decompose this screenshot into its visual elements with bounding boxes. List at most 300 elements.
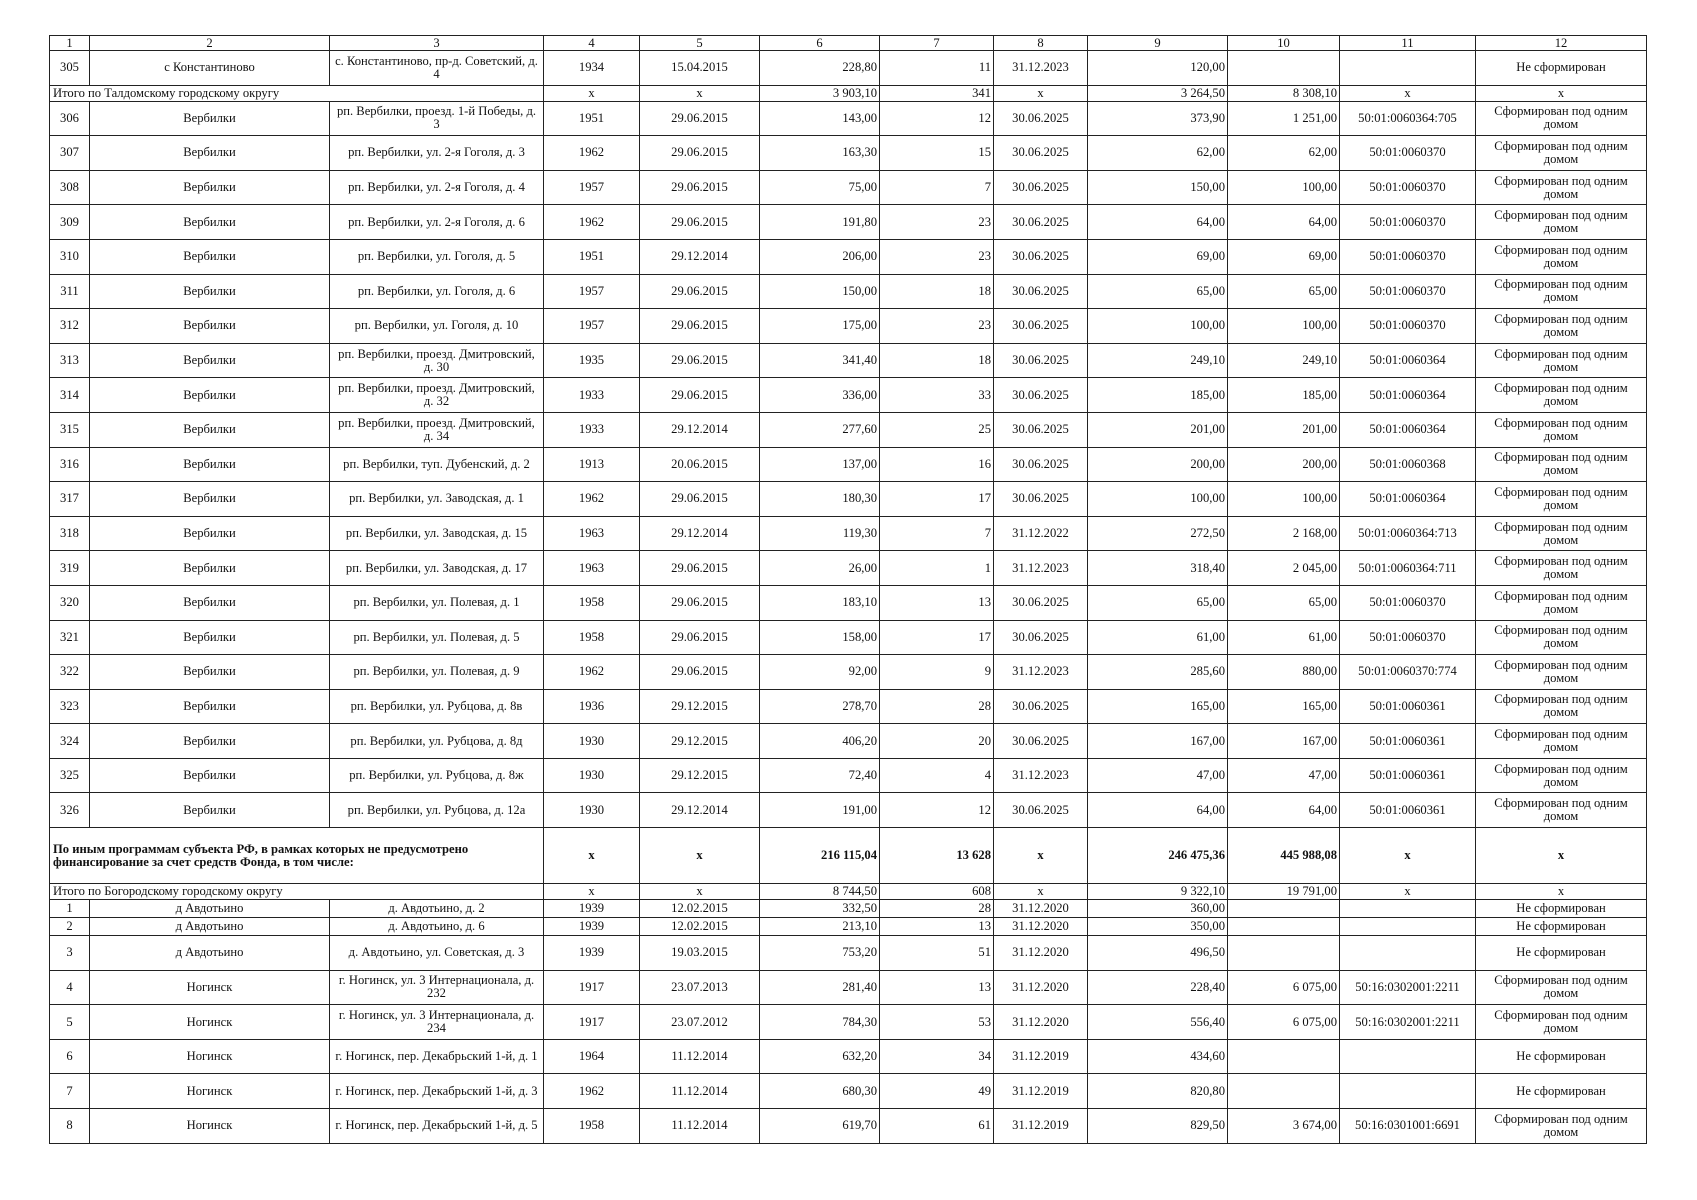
cell-area: 406,20 bbox=[760, 724, 880, 759]
table-row bbox=[50, 689, 1647, 724]
cell-area-col-10: 3 674,00 bbox=[1228, 1109, 1340, 1144]
cell-year-built: 1957 bbox=[544, 309, 640, 344]
cell-recognition-date: 11.12.2014 bbox=[640, 1074, 760, 1109]
cell-year-built: 1913 bbox=[544, 447, 640, 482]
cell-recognition-date: 20.06.2015 bbox=[640, 447, 760, 482]
cell-cadastral-number: 50:01:0060370 bbox=[1340, 309, 1476, 344]
column-number-header: 4 bbox=[544, 36, 640, 51]
cell-land-status: Сформирован под одним домом bbox=[1476, 793, 1647, 828]
cell-land-status: Сформирован под одним домом bbox=[1476, 343, 1647, 378]
cell-residents: 28 bbox=[880, 689, 994, 724]
cell-settlement: Вербилки bbox=[90, 585, 330, 620]
cell-land-status: x bbox=[1476, 85, 1647, 101]
cell-area: 216 115,04 bbox=[760, 828, 880, 884]
cell-row-number: 5 bbox=[50, 1005, 90, 1040]
table-row bbox=[50, 1005, 1647, 1040]
cell-area: 341,40 bbox=[760, 343, 880, 378]
cell-relocated-area: 285,60 bbox=[1088, 655, 1228, 690]
cell-area-col-10: 69,00 bbox=[1228, 239, 1340, 274]
cell-land-status: Сформирован под одним домом bbox=[1476, 551, 1647, 586]
cell-area-col-10 bbox=[1228, 936, 1340, 971]
cell-recognition-date: 29.12.2014 bbox=[640, 516, 760, 551]
cell-area-col-10: 2 168,00 bbox=[1228, 516, 1340, 551]
cell-settlement: Вербилки bbox=[90, 447, 330, 482]
cell-year-built: 1957 bbox=[544, 170, 640, 205]
cell-land-status: Сформирован под одним домом bbox=[1476, 170, 1647, 205]
cell-settlement: с Константиново bbox=[90, 51, 330, 86]
table-row bbox=[50, 309, 1647, 344]
cell-relocated-area: 47,00 bbox=[1088, 758, 1228, 793]
cell-cadastral-number: 50:01:0060368 bbox=[1340, 447, 1476, 482]
cell-relocated-area: 200,00 bbox=[1088, 447, 1228, 482]
cell-row-number: 305 bbox=[50, 51, 90, 86]
cell-cadastral-number: 50:01:0060361 bbox=[1340, 689, 1476, 724]
cell-relocated-area: 318,40 bbox=[1088, 551, 1228, 586]
cell-relocated-area: 185,00 bbox=[1088, 378, 1228, 413]
cell-area: 8 744,50 bbox=[760, 884, 880, 900]
table-row bbox=[50, 758, 1647, 793]
cell-land-status: Сформирован под одним домом bbox=[1476, 585, 1647, 620]
cell-residents: 25 bbox=[880, 412, 994, 447]
cell-settlement: Вербилки bbox=[90, 793, 330, 828]
cell-address: г. Ногинск, пер. Декабрьский 1-й, д. 3 bbox=[330, 1074, 544, 1109]
cell-settlement: Вербилки bbox=[90, 516, 330, 551]
cell-settlement: Вербилки bbox=[90, 689, 330, 724]
cell-residents: 33 bbox=[880, 378, 994, 413]
cell-address: рп. Вербилки, проезд. Дмитровский, д. 32 bbox=[330, 378, 544, 413]
cell-address: рп. Вербилки, туп. Дубенский, д. 2 bbox=[330, 447, 544, 482]
cell-land-status: Сформирован под одним домом bbox=[1476, 136, 1647, 171]
cell-year-built: 1939 bbox=[544, 900, 640, 918]
cell-row-number: 8 bbox=[50, 1109, 90, 1144]
cell-area: 281,40 bbox=[760, 970, 880, 1005]
cell-area: 277,60 bbox=[760, 412, 880, 447]
column-number-header: 1 bbox=[50, 36, 90, 51]
cell-relocated-area: 496,50 bbox=[1088, 936, 1228, 971]
cell-area-col-10: 6 075,00 bbox=[1228, 970, 1340, 1005]
cell-address: рп. Вербилки, ул. Полевая, д. 5 bbox=[330, 620, 544, 655]
cell-row-number: 306 bbox=[50, 101, 90, 136]
cell-land-status: Сформирован под одним домом bbox=[1476, 205, 1647, 240]
cell-settlement: Вербилки bbox=[90, 170, 330, 205]
cell-relocation-date: 30.06.2025 bbox=[994, 793, 1088, 828]
cell-address: рп. Вербилки, ул. Рубцова, д. 8ж bbox=[330, 758, 544, 793]
cell-recognition-date: 29.12.2015 bbox=[640, 689, 760, 724]
cell-cadastral-number bbox=[1340, 51, 1476, 86]
table-row bbox=[50, 900, 1647, 918]
cell-land-status: Не сформирован bbox=[1476, 51, 1647, 86]
cell-row-number: 324 bbox=[50, 724, 90, 759]
cell-residents: 12 bbox=[880, 101, 994, 136]
cell-residents: 7 bbox=[880, 516, 994, 551]
cell-area: 753,20 bbox=[760, 936, 880, 971]
table-row bbox=[50, 239, 1647, 274]
cell-cadastral-number: 50:01:0060361 bbox=[1340, 724, 1476, 759]
cell-area-col-10: 64,00 bbox=[1228, 205, 1340, 240]
cell-relocated-area: 61,00 bbox=[1088, 620, 1228, 655]
cell-land-status: Не сформирован bbox=[1476, 900, 1647, 918]
cell-settlement: Вербилки bbox=[90, 758, 330, 793]
table-row bbox=[50, 274, 1647, 309]
table-row bbox=[50, 970, 1647, 1005]
cell-year-built: 1933 bbox=[544, 378, 640, 413]
column-number-header: 12 bbox=[1476, 36, 1647, 51]
cell-cadastral-number: 50:01:0060364 bbox=[1340, 412, 1476, 447]
cell-address: рп. Вербилки, ул. 2-я Гоголя, д. 6 bbox=[330, 205, 544, 240]
cell-settlement: Вербилки bbox=[90, 205, 330, 240]
cell-area: 619,70 bbox=[760, 1109, 880, 1144]
cell-year-built: 1957 bbox=[544, 274, 640, 309]
cell-recognition-date: 19.03.2015 bbox=[640, 936, 760, 971]
cell-relocated-area: 829,50 bbox=[1088, 1109, 1228, 1144]
cell-residents: 34 bbox=[880, 1039, 994, 1074]
cell-cadastral-number: 50:16:0302001:2211 bbox=[1340, 970, 1476, 1005]
cell-year-built: x bbox=[544, 828, 640, 884]
cell-area: 92,00 bbox=[760, 655, 880, 690]
table-row bbox=[50, 482, 1647, 517]
cell-relocated-area: 556,40 bbox=[1088, 1005, 1228, 1040]
cell-settlement: Ногинск bbox=[90, 1074, 330, 1109]
cell-land-status: Сформирован под одним домом bbox=[1476, 412, 1647, 447]
cell-relocated-area: 62,00 bbox=[1088, 136, 1228, 171]
cell-row-number: 311 bbox=[50, 274, 90, 309]
cell-residents: 17 bbox=[880, 620, 994, 655]
cell-land-status: Сформирован под одним домом bbox=[1476, 516, 1647, 551]
cell-row-number: 326 bbox=[50, 793, 90, 828]
table-row bbox=[50, 516, 1647, 551]
cell-settlement: Ногинск bbox=[90, 970, 330, 1005]
cell-address: рп. Вербилки, ул. Заводская, д. 17 bbox=[330, 551, 544, 586]
cell-area-col-10: 6 075,00 bbox=[1228, 1005, 1340, 1040]
cell-residents: 16 bbox=[880, 447, 994, 482]
cell-row-number: 4 bbox=[50, 970, 90, 1005]
cell-relocation-date: 31.12.2023 bbox=[994, 758, 1088, 793]
cell-row-number: 6 bbox=[50, 1039, 90, 1074]
cell-address: с. Константиново, пр-д. Советский, д. 4 bbox=[330, 51, 544, 86]
cell-area-col-10: 201,00 bbox=[1228, 412, 1340, 447]
cell-settlement: Вербилки bbox=[90, 101, 330, 136]
cell-land-status: Сформирован под одним домом bbox=[1476, 620, 1647, 655]
cell-relocated-area: 69,00 bbox=[1088, 239, 1228, 274]
cell-area-col-10: 100,00 bbox=[1228, 482, 1340, 517]
cell-row-number: 7 bbox=[50, 1074, 90, 1109]
cell-recognition-date: 29.06.2015 bbox=[640, 620, 760, 655]
cell-area-col-10: 249,10 bbox=[1228, 343, 1340, 378]
cell-land-status: Сформирован под одним домом bbox=[1476, 655, 1647, 690]
cell-area: 191,80 bbox=[760, 205, 880, 240]
cell-settlement: Вербилки bbox=[90, 551, 330, 586]
table-row bbox=[50, 551, 1647, 586]
cell-recognition-date: 29.06.2015 bbox=[640, 585, 760, 620]
cell-cadastral-number: x bbox=[1340, 85, 1476, 101]
cell-settlement: д Авдотьино bbox=[90, 918, 330, 936]
cell-relocation-date: 31.12.2020 bbox=[994, 970, 1088, 1005]
cell-row-number: 309 bbox=[50, 205, 90, 240]
cell-relocation-date: 30.06.2025 bbox=[994, 447, 1088, 482]
cell-cadastral-number: 50:01:0060370 bbox=[1340, 136, 1476, 171]
cell-relocation-date: 31.12.2020 bbox=[994, 918, 1088, 936]
cell-cadastral-number: 50:01:0060364 bbox=[1340, 482, 1476, 517]
cell-relocated-area: 150,00 bbox=[1088, 170, 1228, 205]
table-row bbox=[50, 51, 1647, 86]
cell-recognition-date: 29.06.2015 bbox=[640, 274, 760, 309]
cell-land-status: Сформирован под одним домом bbox=[1476, 447, 1647, 482]
table-row bbox=[50, 412, 1647, 447]
cell-cadastral-number: 50:01:0060370 bbox=[1340, 585, 1476, 620]
cell-area-col-10: 8 308,10 bbox=[1228, 85, 1340, 101]
cell-residents: 49 bbox=[880, 1074, 994, 1109]
cell-recognition-date: 29.12.2014 bbox=[640, 793, 760, 828]
cell-year-built: 1962 bbox=[544, 1074, 640, 1109]
column-number-header: 8 bbox=[994, 36, 1088, 51]
cell-cadastral-number bbox=[1340, 1074, 1476, 1109]
cell-recognition-date: x bbox=[640, 884, 760, 900]
cell-residents: 9 bbox=[880, 655, 994, 690]
cell-settlement: Вербилки bbox=[90, 655, 330, 690]
section-label: По иным программам субъекта РФ, в рамках которых не предусмотрено финансирование за счет средств Фонда, в том числе: bbox=[50, 828, 544, 884]
cell-area: 137,00 bbox=[760, 447, 880, 482]
cell-year-built: 1958 bbox=[544, 620, 640, 655]
cell-year-built: 1939 bbox=[544, 936, 640, 971]
cell-row-number: 307 bbox=[50, 136, 90, 171]
cell-relocation-date: 30.06.2025 bbox=[994, 343, 1088, 378]
cell-recognition-date: x bbox=[640, 828, 760, 884]
cell-residents: 51 bbox=[880, 936, 994, 971]
cell-relocation-date: 30.06.2025 bbox=[994, 309, 1088, 344]
cell-area: 183,10 bbox=[760, 585, 880, 620]
cell-relocated-area: 249,10 bbox=[1088, 343, 1228, 378]
cell-relocation-date: 30.06.2025 bbox=[994, 585, 1088, 620]
cell-relocated-area: 100,00 bbox=[1088, 309, 1228, 344]
cell-recognition-date: 29.06.2015 bbox=[640, 655, 760, 690]
cell-land-status: x bbox=[1476, 884, 1647, 900]
table-row bbox=[50, 101, 1647, 136]
cell-recognition-date: 29.06.2015 bbox=[640, 136, 760, 171]
cell-area-col-10: 2 045,00 bbox=[1228, 551, 1340, 586]
cell-address: рп. Вербилки, ул. Рубцова, д. 8в bbox=[330, 689, 544, 724]
cell-area-col-10: 100,00 bbox=[1228, 309, 1340, 344]
cell-relocated-area: 3 264,50 bbox=[1088, 85, 1228, 101]
cell-recognition-date: 12.02.2015 bbox=[640, 900, 760, 918]
cell-address: г. Ногинск, пер. Декабрьский 1-й, д. 1 bbox=[330, 1039, 544, 1074]
cell-residents: 61 bbox=[880, 1109, 994, 1144]
cell-area: 213,10 bbox=[760, 918, 880, 936]
table-body bbox=[50, 36, 1647, 1144]
cell-row-number: 320 bbox=[50, 585, 90, 620]
cell-cadastral-number bbox=[1340, 1039, 1476, 1074]
cell-row-number: 323 bbox=[50, 689, 90, 724]
cell-relocation-date: 31.12.2020 bbox=[994, 1005, 1088, 1040]
cell-land-status: Не сформирован bbox=[1476, 918, 1647, 936]
cell-area-col-10: 61,00 bbox=[1228, 620, 1340, 655]
cell-year-built: 1934 bbox=[544, 51, 640, 86]
cell-land-status: Не сформирован bbox=[1476, 1039, 1647, 1074]
cell-land-status: Сформирован под одним домом bbox=[1476, 101, 1647, 136]
cell-area: 332,50 bbox=[760, 900, 880, 918]
cell-row-number: 319 bbox=[50, 551, 90, 586]
cell-cadastral-number bbox=[1340, 936, 1476, 971]
cell-area: 180,30 bbox=[760, 482, 880, 517]
table-row bbox=[50, 1074, 1647, 1109]
cell-relocation-date: 31.12.2020 bbox=[994, 936, 1088, 971]
cell-cadastral-number: 50:01:0060361 bbox=[1340, 793, 1476, 828]
cell-residents: 13 628 bbox=[880, 828, 994, 884]
cell-residents: 53 bbox=[880, 1005, 994, 1040]
cell-relocated-area: 360,00 bbox=[1088, 900, 1228, 918]
cell-settlement: Вербилки bbox=[90, 239, 330, 274]
cell-relocation-date: 30.06.2025 bbox=[994, 205, 1088, 240]
subtotal-label: Итого по Богородскому городскому округу bbox=[50, 884, 544, 900]
cell-area-col-10: 167,00 bbox=[1228, 724, 1340, 759]
cell-row-number: 322 bbox=[50, 655, 90, 690]
cell-row-number: 316 bbox=[50, 447, 90, 482]
cell-land-status: Сформирован под одним домом bbox=[1476, 1005, 1647, 1040]
cell-area-col-10 bbox=[1228, 1039, 1340, 1074]
column-number-header: 11 bbox=[1340, 36, 1476, 51]
cell-relocation-date: x bbox=[994, 85, 1088, 101]
cell-recognition-date: 29.12.2015 bbox=[640, 724, 760, 759]
cell-recognition-date: 15.04.2015 bbox=[640, 51, 760, 86]
cell-area: 632,20 bbox=[760, 1039, 880, 1074]
cell-address: рп. Вербилки, ул. Заводская, д. 1 bbox=[330, 482, 544, 517]
cell-settlement: Ногинск bbox=[90, 1109, 330, 1144]
column-number-header: 5 bbox=[640, 36, 760, 51]
cell-land-status: Сформирован под одним домом bbox=[1476, 239, 1647, 274]
section-row bbox=[50, 828, 1647, 884]
cell-address: рп. Вербилки, проезд. Дмитровский, д. 34 bbox=[330, 412, 544, 447]
cell-relocated-area: 120,00 bbox=[1088, 51, 1228, 86]
cell-residents: 13 bbox=[880, 585, 994, 620]
cell-relocation-date: 31.12.2023 bbox=[994, 51, 1088, 86]
cell-relocated-area: 64,00 bbox=[1088, 793, 1228, 828]
cell-year-built: 1930 bbox=[544, 793, 640, 828]
cell-relocated-area: 246 475,36 bbox=[1088, 828, 1228, 884]
column-number-header: 7 bbox=[880, 36, 994, 51]
cell-settlement: Вербилки bbox=[90, 412, 330, 447]
cell-address: рп. Вербилки, проезд. 1-й Победы, д. 3 bbox=[330, 101, 544, 136]
cell-area: 143,00 bbox=[760, 101, 880, 136]
cell-relocated-area: 65,00 bbox=[1088, 585, 1228, 620]
cell-year-built: x bbox=[544, 884, 640, 900]
cell-relocation-date: 31.12.2019 bbox=[994, 1039, 1088, 1074]
cell-year-built: 1939 bbox=[544, 918, 640, 936]
cell-year-built: 1963 bbox=[544, 516, 640, 551]
cell-row-number: 313 bbox=[50, 343, 90, 378]
cell-area-col-10 bbox=[1228, 1074, 1340, 1109]
table-row bbox=[50, 793, 1647, 828]
cell-area-col-10: 65,00 bbox=[1228, 585, 1340, 620]
cell-relocated-area: 373,90 bbox=[1088, 101, 1228, 136]
cell-recognition-date: 23.07.2012 bbox=[640, 1005, 760, 1040]
cell-settlement: Вербилки bbox=[90, 724, 330, 759]
cell-relocated-area: 165,00 bbox=[1088, 689, 1228, 724]
cell-land-status: Не сформирован bbox=[1476, 936, 1647, 971]
cell-area-col-10: 185,00 bbox=[1228, 378, 1340, 413]
cell-recognition-date: x bbox=[640, 85, 760, 101]
table-row bbox=[50, 724, 1647, 759]
cell-address: рп. Вербилки, ул. Рубцова, д. 12а bbox=[330, 793, 544, 828]
cell-residents: 341 bbox=[880, 85, 994, 101]
cell-settlement: Вербилки bbox=[90, 482, 330, 517]
cell-settlement: Вербилки bbox=[90, 136, 330, 171]
cell-year-built: 1962 bbox=[544, 482, 640, 517]
table-row bbox=[50, 918, 1647, 936]
column-number-header: 2 bbox=[90, 36, 330, 51]
cell-relocated-area: 64,00 bbox=[1088, 205, 1228, 240]
cell-area-col-10: 65,00 bbox=[1228, 274, 1340, 309]
cell-row-number: 317 bbox=[50, 482, 90, 517]
cell-area-col-10: 200,00 bbox=[1228, 447, 1340, 482]
cell-address: г. Ногинск, пер. Декабрьский 1-й, д. 5 bbox=[330, 1109, 544, 1144]
cell-cadastral-number: 50:01:0060370 bbox=[1340, 620, 1476, 655]
cell-residents: 18 bbox=[880, 343, 994, 378]
cell-relocation-date: 31.12.2023 bbox=[994, 551, 1088, 586]
cell-cadastral-number: 50:01:0060370 bbox=[1340, 170, 1476, 205]
table-row bbox=[50, 136, 1647, 171]
table-row bbox=[50, 1109, 1647, 1144]
cell-recognition-date: 29.06.2015 bbox=[640, 101, 760, 136]
cell-area-col-10: 19 791,00 bbox=[1228, 884, 1340, 900]
document-sheet bbox=[49, 35, 1647, 1144]
cell-cadastral-number: 50:01:0060364:705 bbox=[1340, 101, 1476, 136]
cell-relocation-date: 31.12.2020 bbox=[994, 900, 1088, 918]
cell-area-col-10: 880,00 bbox=[1228, 655, 1340, 690]
cell-land-status: x bbox=[1476, 828, 1647, 884]
cell-area: 228,80 bbox=[760, 51, 880, 86]
cell-residents: 28 bbox=[880, 900, 994, 918]
cell-cadastral-number: 50:01:0060364 bbox=[1340, 343, 1476, 378]
cell-recognition-date: 29.06.2015 bbox=[640, 378, 760, 413]
cell-relocation-date: 31.12.2019 bbox=[994, 1109, 1088, 1144]
cell-relocation-date: 30.06.2025 bbox=[994, 689, 1088, 724]
table-row bbox=[50, 585, 1647, 620]
cell-year-built: 1951 bbox=[544, 101, 640, 136]
cell-land-status: Сформирован под одним домом bbox=[1476, 689, 1647, 724]
cell-year-built: 1963 bbox=[544, 551, 640, 586]
cell-recognition-date: 29.06.2015 bbox=[640, 170, 760, 205]
subtotal-row bbox=[50, 85, 1647, 101]
cell-row-number: 2 bbox=[50, 918, 90, 936]
cell-row-number: 310 bbox=[50, 239, 90, 274]
cell-year-built: 1933 bbox=[544, 412, 640, 447]
cell-cadastral-number: x bbox=[1340, 828, 1476, 884]
cell-address: рп. Вербилки, ул. Гоголя, д. 5 bbox=[330, 239, 544, 274]
cell-residents: 20 bbox=[880, 724, 994, 759]
cell-cadastral-number: 50:01:0060370 bbox=[1340, 239, 1476, 274]
cell-recognition-date: 29.06.2015 bbox=[640, 551, 760, 586]
cell-relocated-area: 9 322,10 bbox=[1088, 884, 1228, 900]
cell-relocation-date: 30.06.2025 bbox=[994, 482, 1088, 517]
cell-recognition-date: 11.12.2014 bbox=[640, 1039, 760, 1074]
cell-address: г. Ногинск, ул. 3 Интернационала, д. 232 bbox=[330, 970, 544, 1005]
cell-settlement: Ногинск bbox=[90, 1039, 330, 1074]
cell-recognition-date: 29.06.2015 bbox=[640, 482, 760, 517]
cell-address: рп. Вербилки, ул. Полевая, д. 1 bbox=[330, 585, 544, 620]
cell-address: г. Ногинск, ул. 3 Интернационала, д. 234 bbox=[330, 1005, 544, 1040]
cell-area-col-10: 64,00 bbox=[1228, 793, 1340, 828]
column-number-header: 3 bbox=[330, 36, 544, 51]
cell-year-built: 1917 bbox=[544, 1005, 640, 1040]
cell-residents: 13 bbox=[880, 918, 994, 936]
cell-recognition-date: 29.12.2015 bbox=[640, 758, 760, 793]
cell-relocation-date: 30.06.2025 bbox=[994, 378, 1088, 413]
cell-area: 336,00 bbox=[760, 378, 880, 413]
cell-year-built: 1930 bbox=[544, 758, 640, 793]
table-row bbox=[50, 447, 1647, 482]
cell-relocated-area: 434,60 bbox=[1088, 1039, 1228, 1074]
cell-address: рп. Вербилки, ул. Полевая, д. 9 bbox=[330, 655, 544, 690]
cell-residents: 608 bbox=[880, 884, 994, 900]
